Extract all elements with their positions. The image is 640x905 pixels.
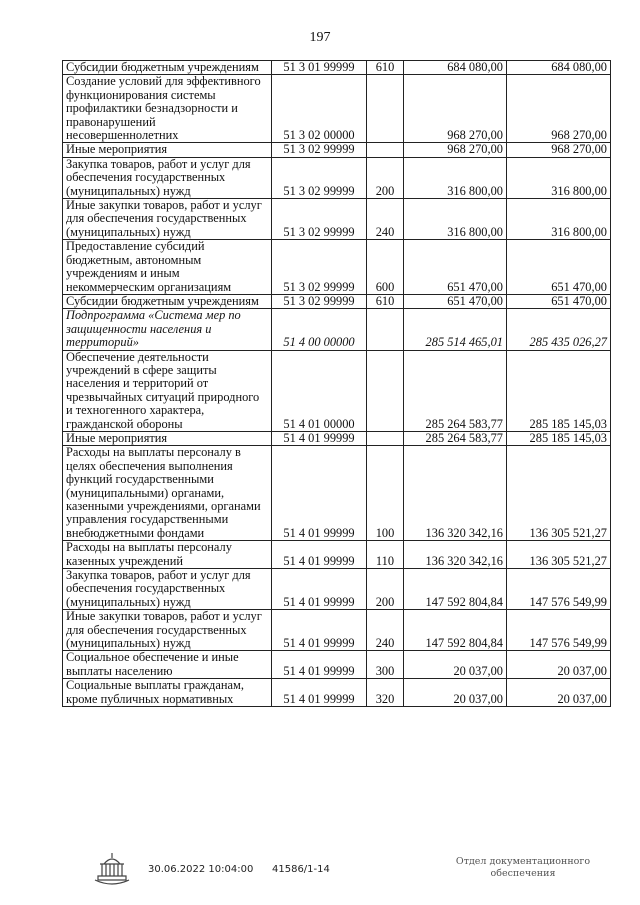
footer-timestamp: 30.06.2022 10:04:00 [148,864,254,875]
row-amount-2-cell: 968 270,00 [507,143,611,157]
row-amount-1-cell: 684 080,00 [404,61,507,75]
row-expense-type-cell: 200 [367,569,404,610]
row-name-cell: Предоставление субсидий бюджетным, автономным учреждениям и иным некоммерческим организациям [63,240,272,295]
row-amount-2-cell: 136 305 521,27 [507,541,611,569]
row-name-cell: Субсидии бюджетным учреждениям [63,294,272,308]
row-amount-2-cell: 20 037,00 [507,651,611,679]
row-amount-2-cell: 136 305 521,27 [507,446,611,541]
row-target-code-cell: 51 3 02 99999 [272,240,367,295]
row-name-cell: Подпрограмма «Система мер по защищенности населения и территорий» [63,309,272,350]
row-expense-type-cell [367,431,404,445]
row-amount-2-cell: 285 185 145,03 [507,350,611,431]
row-amount-2-cell: 651 470,00 [507,240,611,295]
table-row [63,679,611,707]
row-target-code-cell: 51 4 01 99999 [272,651,367,679]
row-amount-2-cell: 285 185 145,03 [507,431,611,445]
row-name-cell: Социальное обеспечение и иные выплаты населению [63,651,272,679]
row-expense-type-cell: 300 [367,651,404,679]
row-target-code-cell: 51 3 02 99999 [272,157,367,198]
row-amount-1-cell: 136 320 342,16 [404,446,507,541]
row-expense-type-cell [367,143,404,157]
row-target-code-cell: 51 4 01 99999 [272,541,367,569]
row-target-code-cell: 51 4 01 99999 [272,569,367,610]
row-amount-2-cell: 651 470,00 [507,294,611,308]
row-amount-1-cell: 651 470,00 [404,294,507,308]
table-row [63,240,611,295]
row-amount-2-cell: 147 576 549,99 [507,610,611,651]
row-target-code-cell: 51 4 01 99999 [272,446,367,541]
row-target-code-cell: 51 4 01 00000 [272,350,367,431]
row-amount-1-cell: 285 264 583,77 [404,431,507,445]
table-row [63,294,611,308]
table-row [63,541,611,569]
budget-table [62,60,611,707]
row-amount-2-cell: 20 037,00 [507,679,611,707]
row-amount-1-cell: 147 592 804,84 [404,610,507,651]
footer-doc-number: 41586/1-14 [272,864,330,875]
row-amount-1-cell: 285 264 583,77 [404,350,507,431]
row-amount-1-cell: 20 037,00 [404,679,507,707]
row-amount-1-cell: 285 514 465,01 [404,309,507,350]
row-target-code-cell: 51 4 01 99999 [272,610,367,651]
row-name-cell: Создание условий для эффективного функционирования системы профилактики безнадзорности и правонарушений несовершеннолетних [63,75,272,143]
row-expense-type-cell: 110 [367,541,404,569]
row-amount-1-cell: 968 270,00 [404,143,507,157]
department-stamp: Отдел документационного обеспечения [455,856,591,879]
row-name-cell: Закупка товаров, работ и услуг для обеспечения государственных (муниципальных) нужд [63,569,272,610]
row-amount-2-cell: 316 800,00 [507,157,611,198]
row-amount-1-cell: 968 270,00 [404,75,507,143]
table-row [63,309,611,350]
row-target-code-cell: 51 3 02 99999 [272,294,367,308]
budget-table-body [63,61,611,707]
row-expense-type-cell: 100 [367,446,404,541]
row-target-code-cell: 51 3 02 99999 [272,199,367,240]
row-target-code-cell: 51 4 00 00000 [272,309,367,350]
row-expense-type-cell [367,75,404,143]
table-row [63,569,611,610]
row-expense-type-cell: 240 [367,610,404,651]
row-name-cell: Иные мероприятия [63,143,272,157]
row-amount-1-cell: 136 320 342,16 [404,541,507,569]
row-amount-1-cell: 20 037,00 [404,651,507,679]
building-emblem-icon [90,850,134,888]
row-target-code-cell: 51 3 02 00000 [272,75,367,143]
table-row [63,350,611,431]
row-name-cell: Обеспечение деятельности учреждений в сфере защиты населения и территорий от чрезвычайных ситуаций природного и техногенного характера, гражданской обороны [63,350,272,431]
table-row [63,157,611,198]
table-row [63,61,611,75]
row-amount-1-cell: 316 800,00 [404,157,507,198]
row-name-cell: Иные мероприятия [63,431,272,445]
row-target-code-cell: 51 3 02 99999 [272,143,367,157]
table-row [63,431,611,445]
row-expense-type-cell: 600 [367,240,404,295]
row-name-cell: Иные закупки товаров, работ и услуг для обеспечения государственных (муниципальных) нужд [63,610,272,651]
row-expense-type-cell: 240 [367,199,404,240]
row-target-code-cell: 51 3 01 99999 [272,61,367,75]
table-row [63,143,611,157]
row-expense-type-cell [367,309,404,350]
row-target-code-cell: 51 4 01 99999 [272,431,367,445]
row-expense-type-cell: 610 [367,294,404,308]
row-name-cell: Расходы на выплаты персоналу в целях обеспечения выполнения функций государственными (муниципальными) органами, казенными учреждениями, органами управления государственными внебюджетными фондами [63,446,272,541]
row-amount-1-cell: 316 800,00 [404,199,507,240]
row-amount-2-cell: 316 800,00 [507,199,611,240]
row-target-code-cell: 51 4 01 99999 [272,679,367,707]
row-expense-type-cell [367,350,404,431]
footer [0,850,640,900]
row-amount-2-cell: 684 080,00 [507,61,611,75]
table-row [63,610,611,651]
table-row [63,199,611,240]
row-amount-2-cell: 968 270,00 [507,75,611,143]
table-row [63,446,611,541]
row-amount-2-cell: 147 576 549,99 [507,569,611,610]
row-amount-1-cell: 651 470,00 [404,240,507,295]
table-row [63,75,611,143]
row-amount-1-cell: 147 592 804,84 [404,569,507,610]
row-amount-2-cell: 285 435 026,27 [507,309,611,350]
row-name-cell: Закупка товаров, работ и услуг для обеспечения государственных (муниципальных) нужд [63,157,272,198]
row-name-cell: Расходы на выплаты персоналу казенных учреждений [63,541,272,569]
row-name-cell: Субсидии бюджетным учреждениям [63,61,272,75]
row-expense-type-cell: 320 [367,679,404,707]
row-expense-type-cell: 200 [367,157,404,198]
row-name-cell: Социальные выплаты гражданам, кроме публичных нормативных [63,679,272,707]
page-number: 197 [309,30,331,45]
row-expense-type-cell: 610 [367,61,404,75]
row-name-cell: Иные закупки товаров, работ и услуг для обеспечения государственных (муниципальных) нужд [63,199,272,240]
table-row [63,651,611,679]
